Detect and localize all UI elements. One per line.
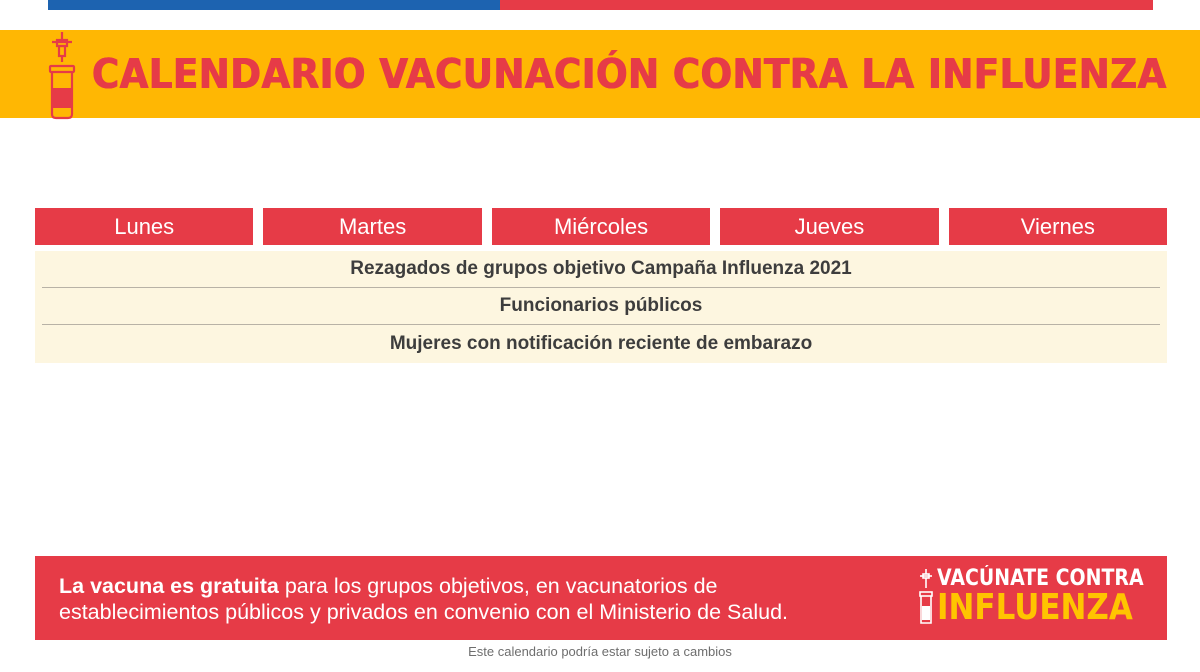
footer-bold-text: La vacuna es gratuita bbox=[59, 574, 279, 598]
weekday-header bbox=[35, 208, 1167, 245]
campaign-logo bbox=[913, 566, 1143, 630]
campaign-logo-line1: VACÚNATE CONTRA bbox=[937, 566, 1144, 591]
schedule-row: Rezagados de grupos objetivo Campaña Influenza 2021 bbox=[42, 251, 1160, 288]
schedule-row: Funcionarios públicos bbox=[42, 288, 1160, 325]
footer-banner bbox=[35, 556, 1167, 640]
page-title: CALENDARIO VACUNACIÓN CONTRA LA INFLUENZA bbox=[92, 50, 1167, 98]
title-banner bbox=[0, 30, 1200, 118]
top-bar-red bbox=[500, 0, 1153, 10]
top-bar-blue bbox=[48, 0, 500, 10]
footer-text-line2: establecimientos públicos y privados en convenio con el Ministerio de Salud. bbox=[59, 600, 789, 624]
campaign-logo-line2: INFLUENZA bbox=[937, 587, 1133, 628]
day-friday: Viernes bbox=[949, 208, 1167, 245]
day-tuesday: Martes bbox=[263, 208, 481, 245]
disclaimer-note: Este calendario podría estar sujeto a cambios bbox=[468, 644, 732, 659]
day-thursday: Jueves bbox=[720, 208, 938, 245]
day-wednesday: Miércoles bbox=[492, 208, 710, 245]
top-color-bar bbox=[48, 0, 1153, 10]
footer-text-line1: para los grupos objetivos, en vacunatorios de bbox=[278, 574, 718, 598]
vaccine-vial-icon bbox=[917, 568, 935, 626]
vaccine-vial-icon bbox=[44, 30, 80, 120]
schedule-table bbox=[35, 251, 1167, 363]
day-monday: Lunes bbox=[35, 208, 253, 245]
footer-message bbox=[59, 573, 899, 625]
schedule-row: Mujeres con notificación reciente de embarazo bbox=[389, 332, 813, 354]
